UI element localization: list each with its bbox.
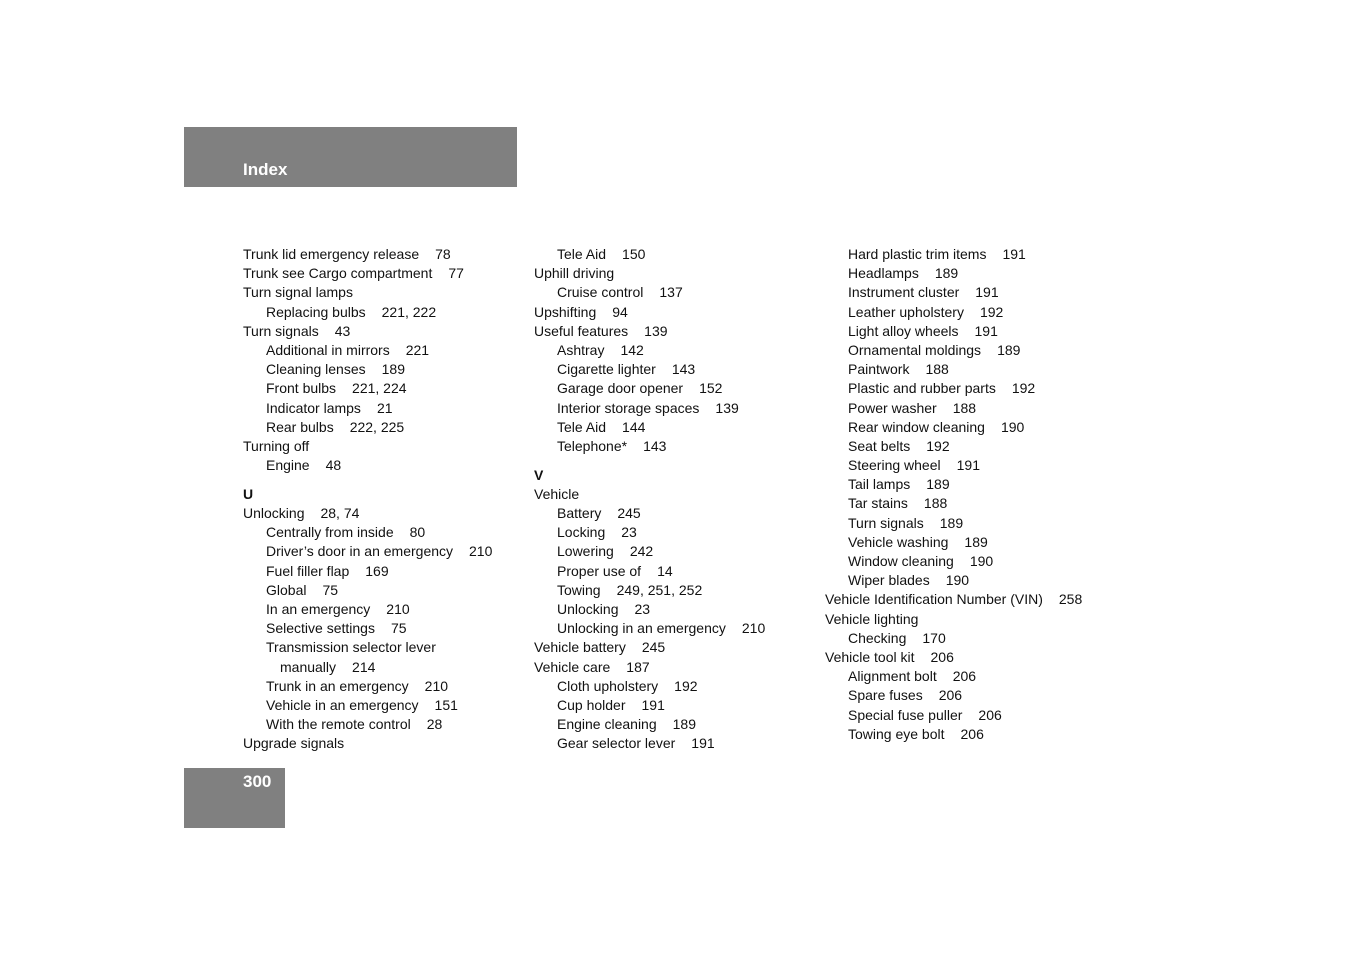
index-term: Power washer bbox=[848, 399, 937, 416]
index-page-ref: 80 bbox=[409, 524, 426, 541]
index-page-ref: 169 bbox=[365, 562, 389, 579]
index-page-ref: 190 bbox=[969, 553, 994, 569]
index-page-ref: 189 bbox=[381, 361, 405, 378]
index-column-1 bbox=[243, 245, 492, 753]
index-page-ref: 191 bbox=[956, 457, 980, 474]
index-page-ref: 21 bbox=[376, 399, 393, 416]
index-term: Garage door opener bbox=[557, 380, 684, 397]
index-entry bbox=[825, 494, 1082, 513]
index-entry bbox=[534, 542, 765, 561]
index-page-ref: 14 bbox=[657, 562, 673, 579]
index-entry bbox=[243, 437, 492, 456]
index-entry bbox=[243, 715, 492, 734]
index-term: Vehicle washing bbox=[848, 533, 949, 550]
index-term: Replacing bulbs bbox=[266, 303, 366, 320]
index-entry bbox=[534, 658, 765, 677]
index-page-ref: 222, 225 bbox=[349, 418, 405, 435]
index-entry bbox=[534, 619, 765, 638]
index-page-ref: 210 bbox=[424, 677, 449, 694]
index-page-ref: 28 bbox=[426, 716, 443, 733]
index-page-ref: 245 bbox=[617, 505, 641, 522]
index-page-ref: 192 bbox=[979, 303, 1004, 320]
index-term: Vehicle in an emergency bbox=[266, 696, 419, 713]
index-term: Transmission selector lever bbox=[266, 639, 436, 656]
index-term: Instrument cluster bbox=[848, 284, 960, 301]
index-term: Tar stains bbox=[848, 495, 908, 512]
index-entry bbox=[534, 245, 765, 264]
index-page-ref: 206 bbox=[952, 668, 977, 685]
index-term: Cup holder bbox=[557, 696, 626, 713]
index-term: Gear selector lever bbox=[557, 735, 676, 752]
index-term: Vehicle tool kit bbox=[825, 648, 915, 665]
index-term: Tele Aid bbox=[557, 246, 607, 262]
index-entry bbox=[825, 437, 1082, 456]
index-entry bbox=[243, 379, 492, 398]
index-entry bbox=[534, 696, 765, 715]
index-term: U bbox=[243, 485, 254, 502]
index-page-ref: 94 bbox=[612, 303, 628, 320]
index-page-ref: 188 bbox=[952, 399, 977, 416]
index-entry bbox=[825, 686, 1082, 705]
index-page-ref: 144 bbox=[622, 418, 646, 435]
index-term: Alignment bolt bbox=[848, 668, 937, 685]
index-page-ref: 206 bbox=[938, 687, 963, 704]
index-page-ref: 143 bbox=[643, 437, 667, 454]
index-page-ref: 143 bbox=[671, 361, 696, 378]
index-term: Tail lamps bbox=[848, 476, 911, 493]
index-entry bbox=[534, 437, 765, 456]
index-page-ref: 43 bbox=[334, 322, 351, 339]
index-term: Driver’s door in an emergency bbox=[266, 543, 454, 560]
index-term: Vehicle Identification Number (VIN) bbox=[825, 591, 1043, 608]
index-entry bbox=[534, 399, 765, 418]
index-term: Towing eye bolt bbox=[848, 725, 945, 742]
index-term: Battery bbox=[557, 505, 602, 522]
index-term: Headlamps bbox=[848, 265, 919, 282]
index-page-ref: 189 bbox=[997, 341, 1021, 358]
index-entry bbox=[825, 667, 1082, 686]
index-page-ref: 258 bbox=[1058, 591, 1083, 608]
index-term: Trunk in an emergency bbox=[266, 677, 409, 694]
index-term: Plastic and rubber parts bbox=[848, 380, 996, 397]
index-page-ref: 191 bbox=[641, 696, 665, 713]
index-entry bbox=[534, 734, 765, 753]
index-entry bbox=[243, 245, 492, 264]
index-page-ref: 23 bbox=[634, 600, 651, 617]
index-term: Indicator lamps bbox=[266, 399, 361, 416]
index-entry bbox=[243, 504, 492, 523]
index-page-ref: 190 bbox=[945, 572, 970, 589]
index-column-3 bbox=[825, 245, 1082, 744]
index-page-ref: 249, 251, 252 bbox=[616, 581, 703, 598]
index-term: Engine bbox=[266, 457, 310, 474]
index-term: Centrally from inside bbox=[266, 524, 394, 541]
index-entry bbox=[534, 341, 765, 360]
index-page-ref: 192 bbox=[926, 437, 950, 454]
index-page-ref: 206 bbox=[960, 725, 984, 742]
index-entry bbox=[534, 264, 765, 283]
index-page-ref: 75 bbox=[322, 581, 339, 598]
index-entry bbox=[534, 523, 765, 542]
index-term: With the remote control bbox=[266, 716, 411, 733]
index-term: Front bulbs bbox=[266, 380, 337, 397]
index-entry bbox=[825, 590, 1082, 609]
index-term: Rear window cleaning bbox=[848, 418, 985, 435]
index-entry bbox=[243, 600, 492, 619]
index-entry bbox=[243, 341, 492, 360]
index-term: Ornamental moldings bbox=[848, 341, 982, 358]
index-term: Telephone* bbox=[557, 437, 628, 454]
index-term: Unlocking bbox=[557, 600, 619, 617]
index-page-ref: 189 bbox=[964, 533, 988, 550]
index-entry bbox=[243, 283, 492, 302]
index-page-ref: 189 bbox=[672, 716, 696, 733]
index-page-ref: 139 bbox=[644, 322, 668, 339]
index-page-ref: 188 bbox=[923, 495, 948, 512]
index-page-ref: 245 bbox=[641, 639, 666, 656]
index-page-ref: 221 bbox=[405, 341, 430, 358]
index-column-2 bbox=[534, 245, 765, 753]
index-entry bbox=[825, 610, 1082, 629]
index-term: Ashtray bbox=[557, 341, 605, 358]
index-entry bbox=[825, 552, 1082, 571]
index-page-ref: 191 bbox=[691, 735, 715, 752]
index-term: Unlocking bbox=[243, 505, 305, 522]
index-term: Spare fuses bbox=[848, 687, 923, 704]
index-page-ref: 189 bbox=[939, 514, 964, 531]
index-entry bbox=[825, 360, 1082, 379]
index-page-ref: 210 bbox=[741, 620, 766, 637]
index-page-ref: 152 bbox=[699, 380, 723, 397]
index-entry bbox=[243, 581, 492, 600]
index-entry bbox=[825, 514, 1082, 533]
index-entry bbox=[243, 542, 492, 561]
index-entry bbox=[243, 322, 492, 341]
index-entry bbox=[825, 245, 1082, 264]
index-entry bbox=[243, 456, 492, 475]
index-entry bbox=[825, 341, 1082, 360]
index-term: Fuel filler flap bbox=[266, 562, 350, 579]
index-page-ref: 187 bbox=[626, 658, 650, 675]
index-entry bbox=[243, 303, 492, 322]
index-entry bbox=[534, 485, 765, 504]
index-term: Proper use of bbox=[557, 562, 642, 579]
index-page-ref: 78 bbox=[435, 246, 451, 262]
index-entry bbox=[243, 264, 492, 283]
index-term: In an emergency bbox=[266, 600, 371, 617]
index-term: Vehicle battery bbox=[534, 639, 626, 656]
index-term: Additional in mirrors bbox=[266, 341, 390, 358]
index-term: Useful features bbox=[534, 322, 629, 339]
index-entry bbox=[534, 504, 765, 523]
index-page-ref: 192 bbox=[1011, 380, 1036, 397]
index-page-ref: 191 bbox=[1002, 246, 1026, 262]
index-entry bbox=[825, 571, 1082, 590]
header-bar bbox=[184, 127, 517, 187]
index-term: V bbox=[534, 466, 544, 483]
index-term: Selective settings bbox=[266, 620, 375, 637]
index-entry bbox=[534, 360, 765, 379]
index-entry bbox=[534, 418, 765, 437]
index-term: Turn signal lamps bbox=[243, 284, 353, 301]
index-entry bbox=[534, 283, 765, 302]
index-term: Cleaning lenses bbox=[266, 361, 366, 378]
index-entry bbox=[243, 677, 492, 696]
page-number-box bbox=[184, 768, 285, 828]
index-term: Unlocking in an emergency bbox=[557, 620, 726, 637]
index-term: Lowering bbox=[557, 543, 614, 560]
index-entry bbox=[534, 677, 765, 696]
index-page-ref: 221, 222 bbox=[381, 303, 437, 320]
index-page-ref: 242 bbox=[629, 543, 654, 560]
index-page-ref: 210 bbox=[386, 600, 410, 617]
index-entry bbox=[825, 418, 1082, 437]
index-page-ref: 150 bbox=[622, 246, 646, 262]
index-term: Light alloy wheels bbox=[848, 322, 959, 339]
index-entry bbox=[825, 399, 1082, 418]
index-term: Window cleaning bbox=[848, 553, 954, 569]
page-title: Index bbox=[243, 160, 288, 179]
index-page-ref: 75 bbox=[390, 620, 407, 637]
index-entry bbox=[825, 706, 1082, 725]
index-term: Cruise control bbox=[557, 284, 644, 301]
index-entry bbox=[534, 715, 765, 734]
index-page-ref: 189 bbox=[926, 476, 950, 493]
index-page-ref: 77 bbox=[448, 265, 464, 282]
index-term: Turning off bbox=[243, 437, 310, 454]
index-term: Steering wheel bbox=[848, 457, 941, 474]
index-page-ref: 192 bbox=[674, 677, 698, 694]
index-entry bbox=[825, 475, 1082, 494]
index-term: Cloth upholstery bbox=[557, 677, 659, 694]
index-page-ref: 139 bbox=[715, 399, 739, 416]
index-term: Locking bbox=[557, 524, 606, 541]
index-page-ref: 191 bbox=[974, 322, 998, 339]
index-entry bbox=[825, 629, 1082, 648]
index-entry bbox=[243, 619, 492, 638]
index-term: Leather upholstery bbox=[848, 303, 964, 320]
index-term: Global bbox=[266, 581, 307, 598]
index-entry bbox=[825, 379, 1082, 398]
index-page-ref: 151 bbox=[434, 696, 458, 713]
index-term: Cigarette lighter bbox=[557, 361, 656, 378]
index-term: Paintwork bbox=[848, 361, 910, 378]
index-term: Towing bbox=[557, 581, 601, 598]
index-term: Turn signals bbox=[243, 322, 319, 339]
index-entry bbox=[534, 562, 765, 581]
index-entry bbox=[243, 638, 492, 657]
index-letter-heading bbox=[243, 485, 492, 504]
index-page-ref: 190 bbox=[1000, 418, 1025, 435]
index-term: Seat belts bbox=[848, 437, 911, 454]
index-term: Rear bulbs bbox=[266, 418, 334, 435]
index-page-ref: 221, 224 bbox=[352, 380, 407, 397]
index-page-ref: 170 bbox=[922, 629, 946, 646]
index-entry bbox=[534, 322, 765, 341]
index-entry bbox=[534, 303, 765, 322]
index-term: Trunk lid emergency release bbox=[243, 246, 420, 262]
page-number: 300 bbox=[243, 772, 272, 791]
index-entry bbox=[825, 303, 1082, 322]
index-entry bbox=[534, 638, 765, 657]
index-letter-heading bbox=[534, 466, 765, 485]
index-page-ref: 188 bbox=[925, 361, 949, 378]
index-page-ref: 142 bbox=[620, 341, 644, 358]
index-term: Vehicle bbox=[534, 485, 580, 502]
index-entry bbox=[825, 725, 1082, 744]
index-term: Turn signals bbox=[848, 514, 924, 531]
index-term: Special fuse puller bbox=[848, 706, 963, 723]
index-term: Hard plastic trim items bbox=[848, 246, 987, 262]
index-entry bbox=[243, 399, 492, 418]
index-term: Upshifting bbox=[534, 303, 597, 320]
index-entry bbox=[243, 360, 492, 379]
index-page-ref: 206 bbox=[978, 706, 1002, 723]
index-page-ref: 137 bbox=[659, 284, 683, 301]
index-page-ref: 23 bbox=[621, 524, 637, 541]
index-entry bbox=[825, 264, 1082, 283]
index-page-ref: 28, 74 bbox=[320, 505, 360, 522]
index-entry bbox=[243, 734, 492, 753]
index-entry bbox=[243, 562, 492, 581]
index-entry bbox=[825, 322, 1082, 341]
index-entry bbox=[243, 523, 492, 542]
index-entry bbox=[534, 600, 765, 619]
index-entry bbox=[534, 379, 765, 398]
index-page-ref: 191 bbox=[975, 284, 999, 301]
index-term: Vehicle lighting bbox=[825, 610, 919, 627]
index-term: manually bbox=[280, 658, 337, 675]
index-page-ref: 214 bbox=[352, 658, 376, 675]
index-entry bbox=[243, 658, 492, 677]
index-term: Checking bbox=[848, 629, 907, 646]
index-entry bbox=[243, 418, 492, 437]
index-term: Vehicle care bbox=[534, 658, 611, 675]
index-term: Upgrade signals bbox=[243, 735, 345, 752]
index-entry bbox=[825, 533, 1082, 552]
index-entry bbox=[825, 456, 1082, 475]
index-entry bbox=[534, 581, 765, 600]
index-entry bbox=[825, 648, 1082, 667]
index-term: Interior storage spaces bbox=[557, 399, 700, 416]
index-entry bbox=[243, 696, 492, 715]
index-term: Uphill driving bbox=[534, 265, 615, 282]
index-page-ref: 206 bbox=[930, 648, 954, 665]
index-term: Trunk see Cargo compartment bbox=[243, 265, 433, 282]
index-term: Engine cleaning bbox=[557, 716, 657, 733]
index-entry bbox=[825, 283, 1082, 302]
index-page-ref: 48 bbox=[325, 457, 342, 474]
index-term: Tele Aid bbox=[557, 418, 607, 435]
index-page-ref: 210 bbox=[469, 543, 493, 560]
index-page-ref: 189 bbox=[934, 265, 959, 282]
index-term: Wiper blades bbox=[848, 572, 930, 589]
